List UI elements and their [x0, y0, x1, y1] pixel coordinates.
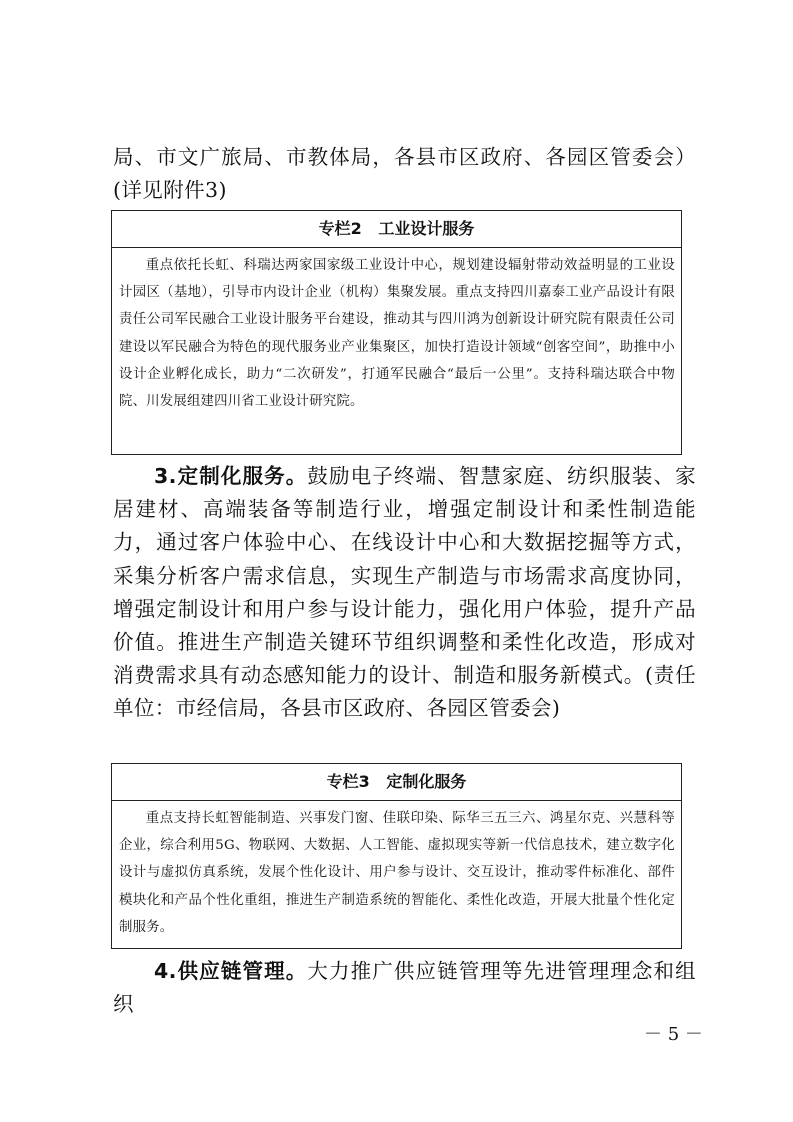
- sidebar-box-3: [111, 763, 682, 949]
- section-3-paragraph: [113, 460, 696, 726]
- section-3-body: 鼓励电子终端、智慧家庭、纺织服装、家居建材、高端装备等制造行业，增强定制设计和柔性制造能力，通过客户体验中心、在线设计中心和大数据挖掘等方式，采集分析客户需求信息，实现生产制造与市场需求高度协同，增强定制设计和用户参与设计能力，强化用户体验，提升产品价值。推进生产制造关键环节组织调整和柔性化改造，形成对消费需求具有动态感知能力的设计、制造和服务新模式。(责任单位：市经信局，各县市区政府、各园区管委会): [113, 464, 696, 721]
- box-2-body: 重点依托长虹、科瑞达两家国家级工业设计中心，规划建设辐射带动效益明显的工业设计园区（基地），引导市内设计企业（机构）集聚发展。重点支持四川嘉泰工业产品设计有限责任公司军民融合工业设计服务平台建设，推动其与四川鸿为创新设计研究院有限责任公司建设以军民融合为特色的现代服务业产业集聚区，加快打造设计领域“创客空间”，助推中小设计企业孵化成长，助力“二次研发”，打通军民融合“最后一公里”。支持科瑞达联合中物院、川发展组建四川省工业设计研究院。: [119, 258, 675, 410]
- section-4-paragraph: [113, 955, 696, 1021]
- intro-paragraph: 局、市文广旅局、市教体局，各县市区政府、各园区管委会）(详见附件3): [113, 145, 696, 203]
- sidebar-box-2: [111, 210, 682, 455]
- box-2-title: 专栏2 工业设计服务: [112, 211, 681, 248]
- box-3-title: 专栏3 定制化服务: [112, 764, 681, 801]
- section-3-heading: 3.定制化服务。: [154, 464, 308, 488]
- section-4-body: 大力推广供应链管理等先进管理理念和组织: [113, 959, 696, 1017]
- section-4-heading: 4.供应链管理。: [154, 959, 308, 983]
- box-3-body: 重点支持长虹智能制造、兴事发门窗、佳联印染、际华三五三六、鸿星尔克、兴慧科等企业，综合利用5G、物联网、大数据、人工智能、虚拟现实等新一代信息技术，建立数字化设计与虚拟仿真系统，发展个性化设计、用户参与设计、交互设计，推动零件标准化、部件模块化和产品个性化重组，推进生产制造系统的智能化、柔性化改造，开展大批量个性化定制服务。: [119, 811, 675, 935]
- page-number: － 5 －: [644, 1024, 703, 1045]
